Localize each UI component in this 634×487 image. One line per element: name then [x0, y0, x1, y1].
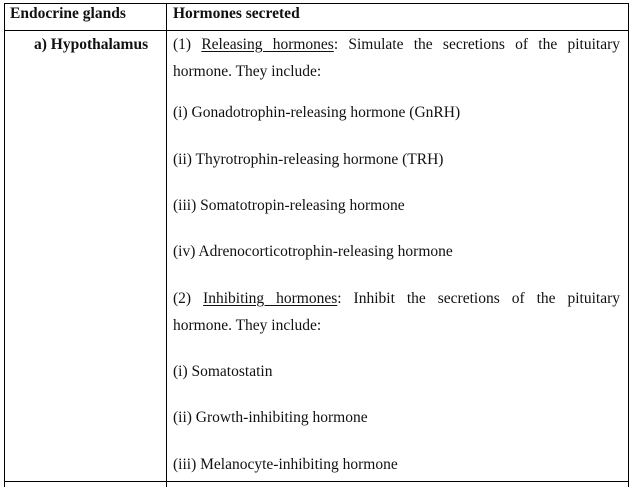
list-item: (ii) Growth-inhibiting hormone — [173, 409, 368, 426]
list-item: (ii) Thyrotrophin-releasing hormone (TRH) — [173, 151, 444, 168]
header-hormones-secreted: Hormones secreted — [173, 5, 300, 22]
releasing-desc-line2: hormone. They include: — [173, 63, 322, 80]
list-item: (i) Somatostatin — [173, 363, 273, 380]
releasing-desc: : Simulate the secretions of the pituitary — [333, 36, 620, 53]
section-number: (1) — [173, 36, 192, 53]
gland-name: a) Hypothalamus — [34, 36, 149, 53]
row-divider — [4, 481, 629, 482]
inhibiting-hormones-title: Inhibiting hormones — [203, 290, 338, 307]
column-divider — [166, 3, 167, 487]
releasing-hormones-intro — [173, 36, 620, 54]
border-left — [4, 3, 5, 487]
section-number: (2) — [173, 290, 192, 307]
list-item: (i) Gonadotrophin-releasing hormone (GnRH) — [173, 104, 461, 121]
border-top — [4, 3, 629, 4]
list-item: (iii) Somatotropin-releasing hormone — [173, 197, 405, 214]
inhibiting-hormones-intro — [173, 290, 620, 308]
list-item: (iv) Adrenocorticotrophin-releasing hormone — [173, 243, 453, 260]
inhibiting-desc: : Inhibit the secretions of the pituitary — [337, 290, 620, 307]
header-divider — [4, 30, 629, 31]
header-endocrine-glands: Endocrine glands — [10, 5, 126, 22]
border-right — [628, 3, 629, 487]
list-item: (iii) Melanocyte-inhibiting hormone — [173, 456, 398, 473]
inhibiting-desc-line2: hormone. They include: — [173, 317, 322, 334]
releasing-hormones-title: Releasing hormones — [201, 36, 334, 53]
